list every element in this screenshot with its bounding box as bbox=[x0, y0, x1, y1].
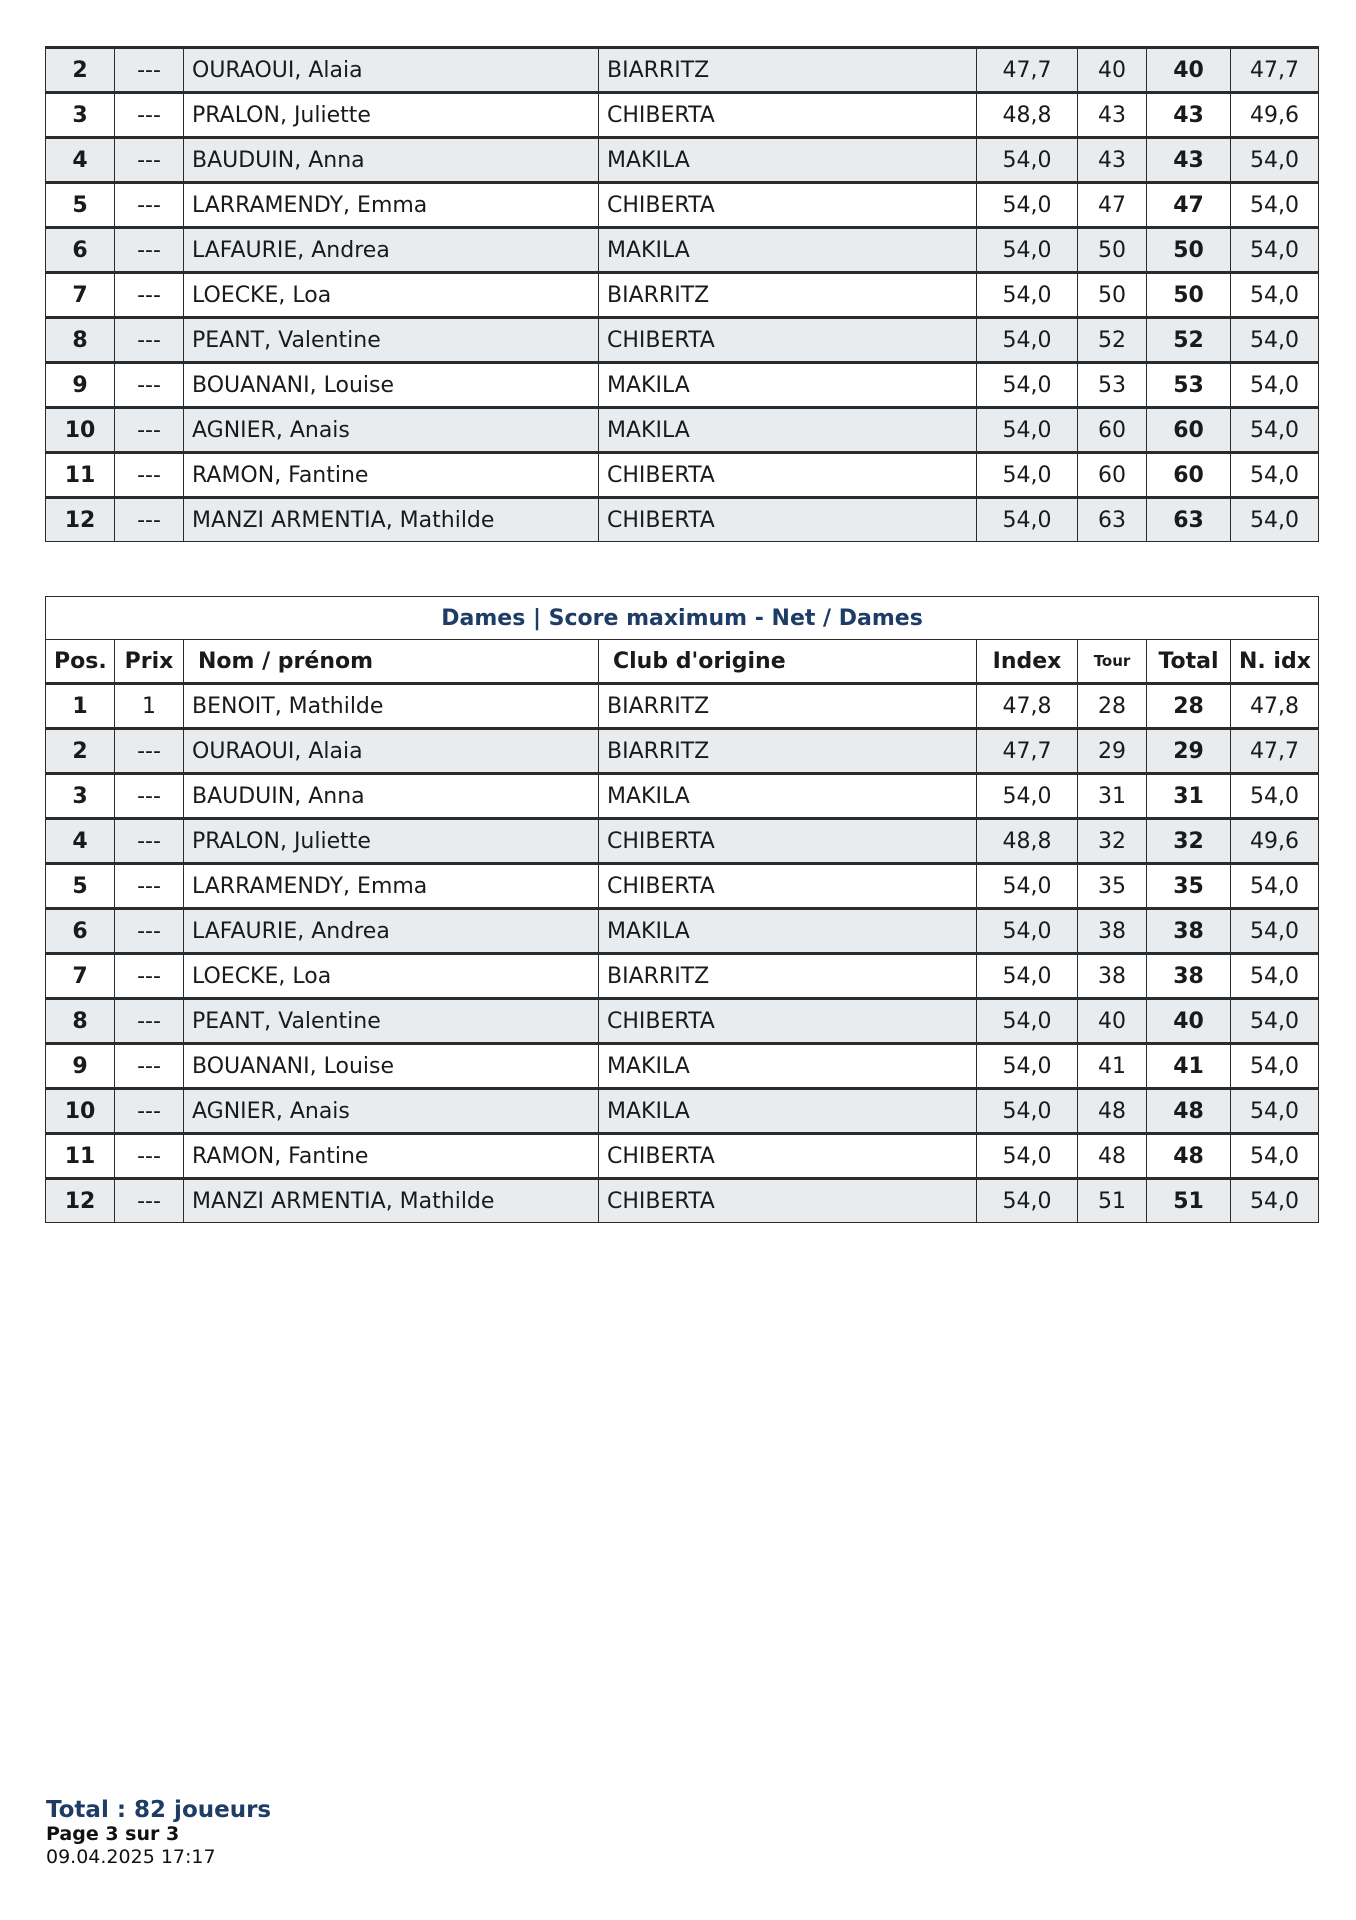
cell-tour: 43 bbox=[1078, 93, 1147, 138]
cell-nidx: 54,0 bbox=[1231, 774, 1319, 819]
cell-index: 54,0 bbox=[977, 408, 1078, 453]
cell-nidx: 54,0 bbox=[1231, 1044, 1319, 1089]
cell-prix: --- bbox=[115, 1179, 184, 1223]
cell-total: 50 bbox=[1147, 273, 1231, 318]
cell-club: CHIBERTA bbox=[599, 453, 977, 498]
cell-total: 31 bbox=[1147, 774, 1231, 819]
cell-index: 47,7 bbox=[977, 48, 1078, 93]
cell-club: CHIBERTA bbox=[599, 1179, 977, 1223]
table-row bbox=[46, 273, 1319, 318]
cell-index: 54,0 bbox=[977, 999, 1078, 1044]
cell-index: 48,8 bbox=[977, 93, 1078, 138]
cell-total: 48 bbox=[1147, 1089, 1231, 1134]
cell-tour: 40 bbox=[1078, 999, 1147, 1044]
cell-pos: 11 bbox=[46, 1134, 115, 1179]
cell-total: 38 bbox=[1147, 909, 1231, 954]
cell-club: BIARRITZ bbox=[599, 729, 977, 774]
cell-tour: 40 bbox=[1078, 48, 1147, 93]
cell-pos: 9 bbox=[46, 363, 115, 408]
cell-total: 38 bbox=[1147, 954, 1231, 999]
cell-pos: 8 bbox=[46, 999, 115, 1044]
cell-name: LARRAMENDY, Emma bbox=[184, 183, 599, 228]
cell-total: 52 bbox=[1147, 318, 1231, 363]
cell-name: BOUANANI, Louise bbox=[184, 1044, 599, 1089]
header-nidx: N. idx bbox=[1231, 640, 1319, 684]
cell-index: 54,0 bbox=[977, 1089, 1078, 1134]
cell-name: BOUANANI, Louise bbox=[184, 363, 599, 408]
cell-prix: --- bbox=[115, 228, 184, 273]
cell-club: BIARRITZ bbox=[599, 48, 977, 93]
cell-name: AGNIER, Anais bbox=[184, 1089, 599, 1134]
cell-tour: 48 bbox=[1078, 1089, 1147, 1134]
cell-prix: --- bbox=[115, 273, 184, 318]
cell-club: MAKILA bbox=[599, 1044, 977, 1089]
cell-nidx: 54,0 bbox=[1231, 864, 1319, 909]
cell-pos: 9 bbox=[46, 1044, 115, 1089]
table-row bbox=[46, 498, 1319, 542]
header-pos: Pos. bbox=[46, 640, 115, 684]
cell-pos: 12 bbox=[46, 498, 115, 542]
cell-prix: --- bbox=[115, 1134, 184, 1179]
cell-total: 60 bbox=[1147, 408, 1231, 453]
cell-name: BENOIT, Mathilde bbox=[184, 684, 599, 729]
table-row bbox=[46, 684, 1319, 729]
cell-nidx: 49,6 bbox=[1231, 819, 1319, 864]
table-row bbox=[46, 183, 1319, 228]
footer-total: Total : 82 joueurs bbox=[46, 1797, 272, 1823]
cell-tour: 51 bbox=[1078, 1179, 1147, 1223]
cell-club: MAKILA bbox=[599, 1089, 977, 1134]
cell-club: MAKILA bbox=[599, 408, 977, 453]
cell-club: MAKILA bbox=[599, 363, 977, 408]
cell-pos: 3 bbox=[46, 93, 115, 138]
header-total: Total bbox=[1147, 640, 1231, 684]
header-tour: Tour bbox=[1078, 640, 1147, 684]
cell-club: CHIBERTA bbox=[599, 864, 977, 909]
cell-index: 48,8 bbox=[977, 819, 1078, 864]
cell-index: 54,0 bbox=[977, 864, 1078, 909]
table-row bbox=[46, 48, 1319, 93]
cell-total: 43 bbox=[1147, 138, 1231, 183]
cell-index: 54,0 bbox=[977, 318, 1078, 363]
cell-tour: 52 bbox=[1078, 318, 1147, 363]
cell-prix: --- bbox=[115, 183, 184, 228]
cell-club: CHIBERTA bbox=[599, 498, 977, 542]
cell-pos: 7 bbox=[46, 954, 115, 999]
cell-nidx: 54,0 bbox=[1231, 138, 1319, 183]
cell-prix: --- bbox=[115, 48, 184, 93]
cell-tour: 31 bbox=[1078, 774, 1147, 819]
cell-name: LAFAURIE, Andrea bbox=[184, 228, 599, 273]
cell-total: 32 bbox=[1147, 819, 1231, 864]
cell-total: 47 bbox=[1147, 183, 1231, 228]
header-index: Index bbox=[977, 640, 1078, 684]
cell-club: BIARRITZ bbox=[599, 273, 977, 318]
header-name: Nom / prénom bbox=[184, 640, 599, 684]
cell-name: LOECKE, Loa bbox=[184, 954, 599, 999]
cell-index: 54,0 bbox=[977, 1134, 1078, 1179]
cell-total: 63 bbox=[1147, 498, 1231, 542]
cell-prix: --- bbox=[115, 408, 184, 453]
cell-prix: --- bbox=[115, 363, 184, 408]
cell-prix: --- bbox=[115, 1044, 184, 1089]
cell-pos: 4 bbox=[46, 138, 115, 183]
cell-tour: 50 bbox=[1078, 228, 1147, 273]
cell-club: CHIBERTA bbox=[599, 183, 977, 228]
cell-name: PEANT, Valentine bbox=[184, 318, 599, 363]
cell-name: OURAOUI, Alaia bbox=[184, 48, 599, 93]
cell-index: 54,0 bbox=[977, 138, 1078, 183]
cell-index: 47,7 bbox=[977, 729, 1078, 774]
cell-total: 35 bbox=[1147, 864, 1231, 909]
header-prix: Prix bbox=[115, 640, 184, 684]
cell-nidx: 54,0 bbox=[1231, 408, 1319, 453]
cell-pos: 10 bbox=[46, 1089, 115, 1134]
cell-club: CHIBERTA bbox=[599, 318, 977, 363]
cell-nidx: 49,6 bbox=[1231, 93, 1319, 138]
cell-tour: 28 bbox=[1078, 684, 1147, 729]
table-row bbox=[46, 408, 1319, 453]
cell-prix: --- bbox=[115, 999, 184, 1044]
cell-nidx: 54,0 bbox=[1231, 1134, 1319, 1179]
cell-nidx: 54,0 bbox=[1231, 999, 1319, 1044]
cell-nidx: 54,0 bbox=[1231, 183, 1319, 228]
cell-prix: --- bbox=[115, 1089, 184, 1134]
table-row bbox=[46, 228, 1319, 273]
header-club: Club d'origine bbox=[599, 640, 977, 684]
cell-nidx: 54,0 bbox=[1231, 1089, 1319, 1134]
cell-tour: 38 bbox=[1078, 909, 1147, 954]
results-table-net-dames bbox=[45, 596, 1319, 1223]
cell-tour: 60 bbox=[1078, 453, 1147, 498]
cell-total: 43 bbox=[1147, 93, 1231, 138]
cell-pos: 5 bbox=[46, 864, 115, 909]
table-row bbox=[46, 774, 1319, 819]
cell-prix: 1 bbox=[115, 684, 184, 729]
table-row bbox=[46, 138, 1319, 183]
cell-name: BAUDUIN, Anna bbox=[184, 138, 599, 183]
cell-index: 54,0 bbox=[977, 363, 1078, 408]
cell-nidx: 54,0 bbox=[1231, 954, 1319, 999]
cell-prix: --- bbox=[115, 864, 184, 909]
cell-club: MAKILA bbox=[599, 138, 977, 183]
cell-tour: 47 bbox=[1078, 183, 1147, 228]
cell-tour: 35 bbox=[1078, 864, 1147, 909]
cell-club: BIARRITZ bbox=[599, 684, 977, 729]
cell-total: 60 bbox=[1147, 453, 1231, 498]
cell-name: PRALON, Juliette bbox=[184, 93, 599, 138]
cell-club: CHIBERTA bbox=[599, 1134, 977, 1179]
cell-nidx: 47,8 bbox=[1231, 684, 1319, 729]
footer-date: 09.04.2025 17:17 bbox=[46, 1846, 216, 1868]
table-header-row bbox=[46, 640, 1319, 684]
cell-total: 29 bbox=[1147, 729, 1231, 774]
cell-index: 54,0 bbox=[977, 183, 1078, 228]
cell-index: 54,0 bbox=[977, 774, 1078, 819]
table-row bbox=[46, 1179, 1319, 1223]
cell-index: 54,0 bbox=[977, 954, 1078, 999]
table-row bbox=[46, 1134, 1319, 1179]
cell-prix: --- bbox=[115, 819, 184, 864]
cell-tour: 32 bbox=[1078, 819, 1147, 864]
cell-pos: 11 bbox=[46, 453, 115, 498]
table-title: Dames | Score maximum - Net / Dames bbox=[46, 597, 1319, 640]
cell-total: 40 bbox=[1147, 999, 1231, 1044]
cell-pos: 1 bbox=[46, 684, 115, 729]
cell-name: AGNIER, Anais bbox=[184, 408, 599, 453]
cell-index: 54,0 bbox=[977, 909, 1078, 954]
cell-prix: --- bbox=[115, 93, 184, 138]
table-row bbox=[46, 1089, 1319, 1134]
cell-index: 54,0 bbox=[977, 1179, 1078, 1223]
cell-prix: --- bbox=[115, 954, 184, 999]
cell-prix: --- bbox=[115, 774, 184, 819]
cell-club: CHIBERTA bbox=[599, 93, 977, 138]
cell-nidx: 54,0 bbox=[1231, 453, 1319, 498]
cell-club: MAKILA bbox=[599, 909, 977, 954]
table-row bbox=[46, 909, 1319, 954]
cell-prix: --- bbox=[115, 138, 184, 183]
cell-tour: 43 bbox=[1078, 138, 1147, 183]
cell-index: 54,0 bbox=[977, 453, 1078, 498]
results-table-continued bbox=[45, 46, 1319, 542]
cell-index: 54,0 bbox=[977, 273, 1078, 318]
cell-index: 54,0 bbox=[977, 1044, 1078, 1089]
table-row bbox=[46, 999, 1319, 1044]
cell-club: BIARRITZ bbox=[599, 954, 977, 999]
table-row bbox=[46, 93, 1319, 138]
footer-page-number: Page 3 sur 3 bbox=[46, 1823, 180, 1845]
cell-pos: 7 bbox=[46, 273, 115, 318]
cell-total: 40 bbox=[1147, 48, 1231, 93]
cell-prix: --- bbox=[115, 498, 184, 542]
cell-club: MAKILA bbox=[599, 774, 977, 819]
cell-tour: 53 bbox=[1078, 363, 1147, 408]
table-row bbox=[46, 453, 1319, 498]
cell-pos: 12 bbox=[46, 1179, 115, 1223]
cell-name: MANZI ARMENTIA, Mathilde bbox=[184, 1179, 599, 1223]
cell-tour: 29 bbox=[1078, 729, 1147, 774]
cell-index: 54,0 bbox=[977, 498, 1078, 542]
cell-nidx: 54,0 bbox=[1231, 498, 1319, 542]
table-title-row bbox=[46, 597, 1319, 640]
cell-name: RAMON, Fantine bbox=[184, 1134, 599, 1179]
cell-nidx: 54,0 bbox=[1231, 318, 1319, 363]
cell-name: LAFAURIE, Andrea bbox=[184, 909, 599, 954]
table-row bbox=[46, 1044, 1319, 1089]
cell-prix: --- bbox=[115, 318, 184, 363]
cell-nidx: 47,7 bbox=[1231, 48, 1319, 93]
cell-pos: 6 bbox=[46, 228, 115, 273]
cell-nidx: 54,0 bbox=[1231, 228, 1319, 273]
cell-nidx: 54,0 bbox=[1231, 909, 1319, 954]
cell-name: BAUDUIN, Anna bbox=[184, 774, 599, 819]
table-row bbox=[46, 954, 1319, 999]
cell-tour: 63 bbox=[1078, 498, 1147, 542]
cell-name: PEANT, Valentine bbox=[184, 999, 599, 1044]
cell-prix: --- bbox=[115, 729, 184, 774]
cell-total: 41 bbox=[1147, 1044, 1231, 1089]
cell-nidx: 54,0 bbox=[1231, 1179, 1319, 1223]
cell-index: 54,0 bbox=[977, 228, 1078, 273]
cell-club: CHIBERTA bbox=[599, 819, 977, 864]
cell-pos: 2 bbox=[46, 48, 115, 93]
cell-tour: 50 bbox=[1078, 273, 1147, 318]
cell-name: MANZI ARMENTIA, Mathilde bbox=[184, 498, 599, 542]
cell-tour: 38 bbox=[1078, 954, 1147, 999]
cell-pos: 8 bbox=[46, 318, 115, 363]
cell-total: 48 bbox=[1147, 1134, 1231, 1179]
cell-total: 51 bbox=[1147, 1179, 1231, 1223]
table-row bbox=[46, 819, 1319, 864]
cell-index: 47,8 bbox=[977, 684, 1078, 729]
cell-total: 28 bbox=[1147, 684, 1231, 729]
table-row bbox=[46, 729, 1319, 774]
table-row bbox=[46, 363, 1319, 408]
cell-tour: 60 bbox=[1078, 408, 1147, 453]
cell-pos: 6 bbox=[46, 909, 115, 954]
cell-name: RAMON, Fantine bbox=[184, 453, 599, 498]
cell-total: 50 bbox=[1147, 228, 1231, 273]
cell-total: 53 bbox=[1147, 363, 1231, 408]
cell-pos: 4 bbox=[46, 819, 115, 864]
cell-pos: 10 bbox=[46, 408, 115, 453]
cell-pos: 2 bbox=[46, 729, 115, 774]
cell-name: LOECKE, Loa bbox=[184, 273, 599, 318]
cell-tour: 41 bbox=[1078, 1044, 1147, 1089]
cell-prix: --- bbox=[115, 909, 184, 954]
cell-name: LARRAMENDY, Emma bbox=[184, 864, 599, 909]
cell-tour: 48 bbox=[1078, 1134, 1147, 1179]
cell-club: MAKILA bbox=[599, 228, 977, 273]
cell-nidx: 54,0 bbox=[1231, 363, 1319, 408]
cell-nidx: 54,0 bbox=[1231, 273, 1319, 318]
cell-pos: 3 bbox=[46, 774, 115, 819]
cell-nidx: 47,7 bbox=[1231, 729, 1319, 774]
cell-name: OURAOUI, Alaia bbox=[184, 729, 599, 774]
table-row bbox=[46, 864, 1319, 909]
cell-pos: 5 bbox=[46, 183, 115, 228]
cell-club: CHIBERTA bbox=[599, 999, 977, 1044]
table-row bbox=[46, 318, 1319, 363]
cell-prix: --- bbox=[115, 453, 184, 498]
cell-name: PRALON, Juliette bbox=[184, 819, 599, 864]
